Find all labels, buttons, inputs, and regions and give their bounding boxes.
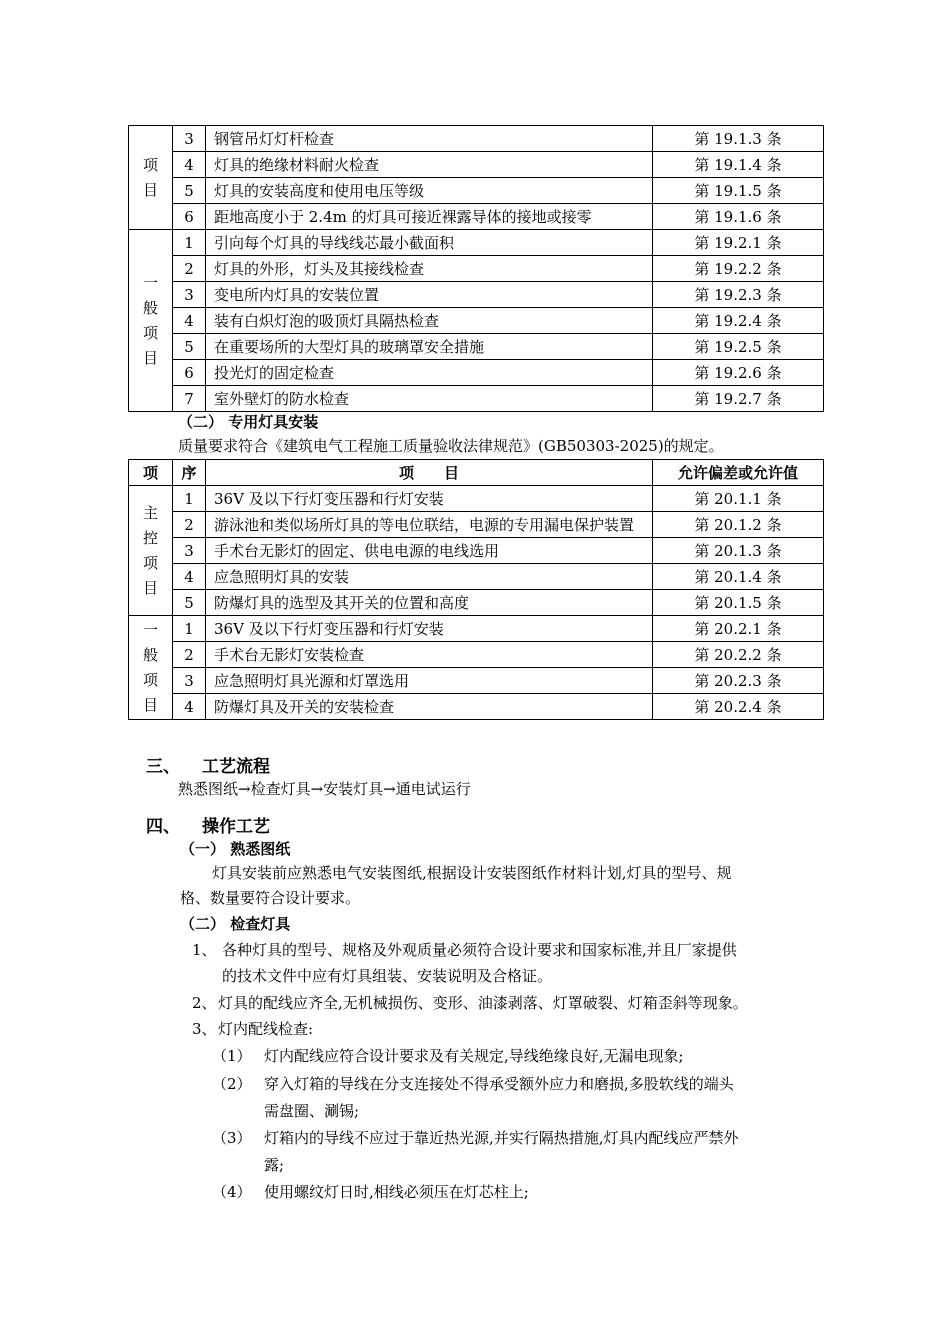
group-label: 一 般 项 目 — [129, 616, 173, 720]
row-number: 6 — [173, 360, 206, 386]
section-heading-special-lamps: （二） 专用灯具安装 — [178, 413, 319, 431]
row-item: 投光灯的固定检查 — [206, 360, 653, 386]
table-row — [129, 282, 824, 308]
row-number: 7 — [173, 386, 206, 412]
item2-number: 2、 — [192, 994, 217, 1012]
group-label: 一 般 项 目 — [129, 230, 173, 412]
row-number: 2 — [173, 512, 206, 538]
row-number: 3 — [173, 126, 206, 152]
row-number: 4 — [173, 694, 206, 720]
table-row — [129, 308, 824, 334]
row-number: 3 — [173, 668, 206, 694]
row-item: 防爆灯具及开关的安装检查 — [206, 694, 653, 720]
table-row — [129, 616, 824, 642]
table-row — [129, 256, 824, 282]
row-number: 3 — [173, 538, 206, 564]
item3-number: 3、 — [192, 1020, 217, 1038]
row-item: 灯具的外形，灯头及其接线检查 — [206, 256, 653, 282]
row-reference: 第 20.1.2 条 — [653, 512, 824, 538]
process-flow: 熟悉图纸→检查灯具→安装灯具→通电试运行 — [178, 780, 471, 798]
item1-number: 1、 — [192, 941, 217, 959]
table-header-row — [129, 460, 824, 486]
row-item: 钢管吊灯灯杆检查 — [206, 126, 653, 152]
subitem3-number: （3） — [212, 1129, 252, 1147]
part3-number: 三、 — [146, 757, 180, 777]
row-number: 1 — [173, 486, 206, 512]
header-allowance: 允许偏差或允许值 — [653, 460, 824, 486]
row-reference: 第 20.2.4 条 — [653, 694, 824, 720]
row-number: 6 — [173, 204, 206, 230]
row-reference: 第 20.2.3 条 — [653, 668, 824, 694]
subitem4-line1: 使用螺纹灯日时,相线必须压在灯芯柱上; — [264, 1183, 529, 1201]
item1-line1: 各种灯具的型号、规格及外观质量必须符合设计要求和国家标准,并且厂家提供 — [222, 941, 737, 959]
table-row — [129, 126, 824, 152]
row-item: 36V 及以下行灯变压器和行灯安装 — [206, 486, 653, 512]
row-reference: 第 19.2.7 条 — [653, 386, 824, 412]
row-reference: 第 20.2.2 条 — [653, 642, 824, 668]
row-item: 防爆灯具的选型及其开关的位置和高度 — [206, 590, 653, 616]
row-reference: 第 19.2.6 条 — [653, 360, 824, 386]
table-row — [129, 564, 824, 590]
item3-text: 灯内配线检查: — [218, 1020, 314, 1038]
row-number: 4 — [173, 152, 206, 178]
row-reference: 第 19.1.4 条 — [653, 152, 824, 178]
row-number: 2 — [173, 256, 206, 282]
row-number: 4 — [173, 564, 206, 590]
row-item: 手术台无影灯安装检查 — [206, 642, 653, 668]
row-item: 变电所内灯具的安装位置 — [206, 282, 653, 308]
row-item: 应急照明灯具光源和灯罩选用 — [206, 668, 653, 694]
table-row — [129, 538, 824, 564]
table-row — [129, 360, 824, 386]
subitem1-number: （1） — [212, 1047, 252, 1065]
row-reference: 第 19.1.5 条 — [653, 178, 824, 204]
inspection-table-2 — [128, 459, 824, 720]
subitem2-number: （2） — [212, 1075, 252, 1093]
table-row — [129, 694, 824, 720]
table-row — [129, 204, 824, 230]
table-row — [129, 230, 824, 256]
header-no: 序 — [173, 460, 206, 486]
group-label: 主 控 项 目 — [129, 486, 173, 616]
row-reference: 第 20.1.1 条 — [653, 486, 824, 512]
item1-line2: 的技术文件中应有灯具组装、安装说明及合格证。 — [222, 967, 553, 985]
table-row — [129, 486, 824, 512]
row-item: 36V 及以下行灯变压器和行灯安装 — [206, 616, 653, 642]
quality-requirement: 质量要求符合《建筑电气工程施工质量验收法律规范》(GB50303-2025)的规定。 — [178, 437, 724, 455]
row-reference: 第 19.1.3 条 — [653, 126, 824, 152]
subitem3-line2: 露; — [264, 1156, 285, 1174]
row-number: 5 — [173, 334, 206, 360]
table-row — [129, 590, 824, 616]
header-item: 项 目 — [206, 460, 653, 486]
subitem1-line1: 灯内配线应符合设计要求及有关规定,导线绝缘良好,无漏电现象; — [264, 1047, 684, 1065]
row-reference: 第 20.1.3 条 — [653, 538, 824, 564]
row-reference: 第 20.1.4 条 — [653, 564, 824, 590]
row-reference: 第 20.1.5 条 — [653, 590, 824, 616]
drawings-text-line1: 灯具安装前应熟悉电气安装图纸,根据设计安装图纸作材料计划,灯具的型号、规 — [212, 864, 732, 882]
row-number: 3 — [173, 282, 206, 308]
table-row — [129, 178, 824, 204]
row-number: 1 — [173, 616, 206, 642]
table-row — [129, 334, 824, 360]
group-label: 项 目 — [129, 126, 173, 230]
subheading-check-lamps: （二） 检查灯具 — [180, 915, 291, 933]
row-reference: 第 19.1.6 条 — [653, 204, 824, 230]
row-reference: 第 19.2.4 条 — [653, 308, 824, 334]
row-item: 引向每个灯具的导线线芯最小截面积 — [206, 230, 653, 256]
row-item: 应急照明灯具的安装 — [206, 564, 653, 590]
table-row — [129, 386, 824, 412]
part4-number: 四、 — [146, 817, 180, 837]
header-group: 项 — [129, 460, 173, 486]
subitem3-line1: 灯箱内的导线不应过于靠近热光源,并实行隔热措施,灯具内配线应严禁外 — [264, 1129, 739, 1147]
inspection-table-1 — [128, 125, 824, 412]
row-reference: 第 19.2.3 条 — [653, 282, 824, 308]
row-number: 5 — [173, 178, 206, 204]
item2-text: 灯具的配线应齐全,无机械损伤、变形、油漆剥落、灯罩破裂、灯箱歪斜等现象。 — [218, 994, 748, 1012]
row-number: 1 — [173, 230, 206, 256]
row-reference: 第 19.2.5 条 — [653, 334, 824, 360]
table-row — [129, 152, 824, 178]
row-item: 装有白炽灯泡的吸顶灯具隔热检查 — [206, 308, 653, 334]
drawings-text-line2: 格、数量要符合设计要求。 — [180, 889, 361, 907]
row-reference: 第 19.2.2 条 — [653, 256, 824, 282]
row-item: 室外壁灯的防水检查 — [206, 386, 653, 412]
subitem2-line1: 穿入灯箱的导线在分支连接处不得承受额外应力和磨损,多股软线的端头 — [264, 1075, 734, 1093]
row-item: 灯具的绝缘材料耐火检查 — [206, 152, 653, 178]
row-item: 在重要场所的大型灯具的玻璃罩安全措施 — [206, 334, 653, 360]
row-reference: 第 20.2.1 条 — [653, 616, 824, 642]
table-row — [129, 642, 824, 668]
subitem2-line2: 需盘圈、涮锡; — [264, 1102, 360, 1120]
row-number: 2 — [173, 642, 206, 668]
part4-title: 操作工艺 — [202, 817, 270, 837]
table-row — [129, 512, 824, 538]
subitem4-number: （4） — [212, 1183, 252, 1201]
table-row — [129, 668, 824, 694]
part3-title: 工艺流程 — [202, 757, 270, 777]
row-number: 4 — [173, 308, 206, 334]
row-item: 灯具的安装高度和使用电压等级 — [206, 178, 653, 204]
row-item: 手术台无影灯的固定、供电电源的电线选用 — [206, 538, 653, 564]
row-reference: 第 19.2.1 条 — [653, 230, 824, 256]
subheading-drawings: （一） 熟悉图纸 — [180, 840, 291, 858]
row-item: 距地高度小于 2.4m 的灯具可接近裸露导体的接地或接零 — [206, 204, 653, 230]
row-item: 游泳池和类似场所灯具的等电位联结，电源的专用漏电保护装置 — [206, 512, 653, 538]
row-number: 5 — [173, 590, 206, 616]
